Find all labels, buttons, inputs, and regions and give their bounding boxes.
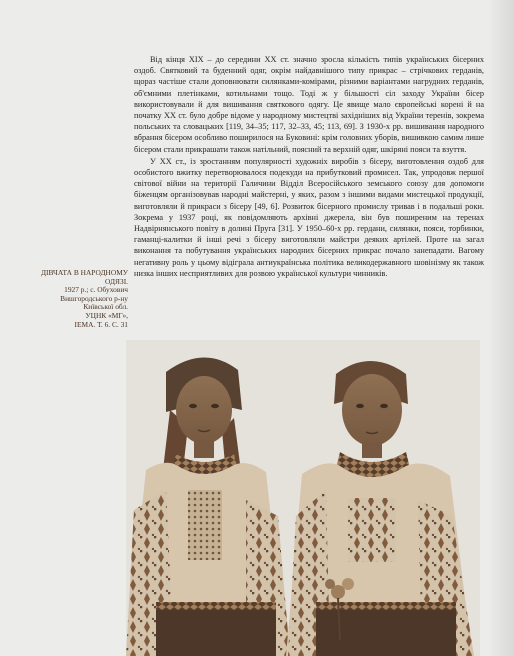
- caption-date-village: 1927 р.; с. Обухович: [64, 285, 128, 295]
- paragraph-1: Від кінця XIX – до середини XX ст. значно зросла кількість типів українських бісерних оздоб. Святковий та буденний одяг, окрім найдавнішого типу прикрас – стрічкових герданів, щораз частіше стали доповнювати силянками-комірами, різними варіантами нагрудних герданів, об'ємними плетінками, котильнами тощо. Тоді ж у більшості сіл заходу України бісер використовували й для вишивання святкового одягу. Це явище мало європейські корені й на початку XX ст. було добре відоме у народному мистецтві західніших від України теренів, зокрема польських та словацьких [119, 34–35; 117, 32–33, 45; 113, 69]. З 1930-х рр. вишивання народного вбрання бісером особливо поширилося на Буковині: крім головних уборів, вишивкою самим лише бісером стали прикрашати також натільний, поясний та верхній одяг, шкіряні пояси та взуття.: [134, 55, 484, 154]
- caption-archive: УЦНК «МГ»,: [85, 310, 128, 320]
- photo-caption: [22, 269, 128, 329]
- caption-reference: ІЕМА. Т. 6. С. 31: [74, 319, 128, 329]
- article-body: [134, 54, 484, 279]
- historical-photo: [126, 340, 480, 656]
- page-edge-shadow: [488, 0, 514, 656]
- caption-district: Вишгородського р-ну: [60, 293, 128, 303]
- caption-title: ДІВЧАТА В НАРОДНОМУ ОДЯЗІ.: [40, 268, 128, 286]
- photo-girls-illustration: [126, 340, 480, 656]
- paragraph-2: У XX ст., із зростанням популярності художніх виробів з бісеру, виготовлення оздоб для особистого вжитку перетворювалося подекуди на прибутковий промисел. Так, упродовж першої світової війни на території Галичини Відділ Всеросійського земського союзу для допомоги біженцям організовував народні майстерні, у яких, разом з іншими видами мистецької продукції, виготовляли й прикраси з бісеру [49, 6]. Розвиток бісерного промислу тривав і в подальші роки. Зокрема у 1937 році, як повідомляють архівні джерела, він був поширеним на теренах Надвірнянського повіту в долині Пруга [31]. У 1950–60-х рр. гердани, силянки, пояси, торбинки, гаманці-калитки й інші речі з бісеру виготовляли майстри деяких артілей. Проте на загал виконання та побутування українських народних бісерних прикрас почало занепадати. Вагому негативну роль у цьому відіграла антиукраїнська політика великодержавного шовінізму як також низка інших несприятливих для розвою української культури чинників.: [134, 156, 484, 278]
- caption-region: Київської обл.: [83, 302, 128, 312]
